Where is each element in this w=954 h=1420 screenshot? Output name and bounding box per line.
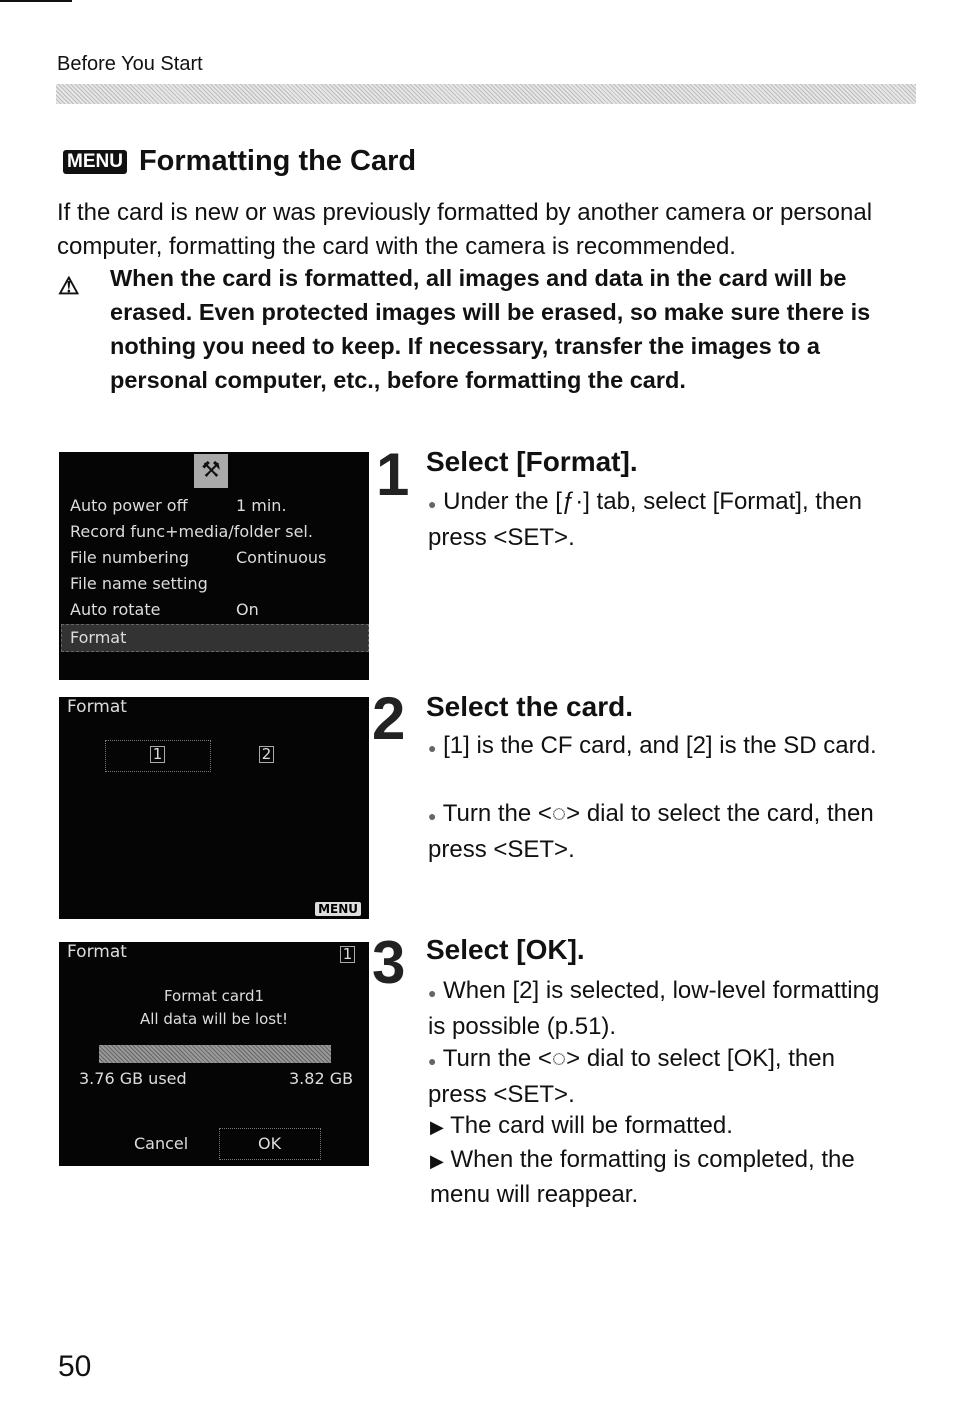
result-text: The card will be formatted. <box>450 1112 733 1139</box>
menu-row-record-func[interactable]: Record func+media/folder sel. <box>70 522 313 541</box>
step-number: 1 <box>376 441 410 508</box>
header-band <box>56 84 916 104</box>
step-number: 2 <box>372 685 406 752</box>
step-title: Select [OK]. <box>426 934 585 965</box>
menu-value: 1 min. <box>236 496 287 515</box>
ok-button[interactable]: OK <box>258 1134 282 1153</box>
top-rule <box>0 0 72 2</box>
screen-title: Format <box>67 697 127 717</box>
bullet-text: When [2] is selected, low-level formatting is possible (p.51). <box>428 977 880 1040</box>
menu-icon: MENU <box>63 150 127 174</box>
cf-card-icon: 1 <box>340 946 355 963</box>
menu-row-auto-rotate[interactable]: Auto rotate <box>70 600 161 619</box>
bullet-text: [1] is the CF card, and [2] is the SD card. <box>443 732 877 759</box>
bullet-dot-icon: ● <box>428 1053 437 1069</box>
bullet-text: Turn the <◌> dial to select [OK], then press <SET>. <box>428 1045 835 1108</box>
step-bullet <box>428 797 912 867</box>
intro-paragraph: If the card is new or was previously formatted by another camera or personal computer, formatting the card with the camera is recommended. <box>57 199 873 260</box>
menu-row-file-name[interactable]: File name setting <box>70 574 208 593</box>
menu-back-icon[interactable]: MENU <box>315 902 361 916</box>
step-bullet <box>428 729 912 765</box>
menu-value: On <box>236 600 259 619</box>
result-item <box>430 1109 900 1144</box>
result-item <box>430 1143 900 1212</box>
screen-format-confirm <box>59 942 369 1166</box>
result-text: When the formatting is completed, the menu will reappear. <box>430 1146 855 1208</box>
total-space: 3.82 GB <box>289 1069 354 1088</box>
format-message: Format card1 <box>163 987 265 1005</box>
caution-icon: ⚠ <box>58 273 80 300</box>
step-title: Select [Format]. <box>426 446 638 477</box>
bullet-dot-icon: ● <box>428 985 437 1001</box>
menu-row-auto-power-off[interactable]: Auto power off <box>70 496 188 515</box>
result-arrow-icon: ▶ <box>430 1151 444 1171</box>
used-space: 3.76 GB used <box>79 1069 187 1088</box>
warning-paragraph: When the card is formatted, all images and data in the card will be erased. Even protected images will be erased, so make sure there is nothing you need to keep. If necessary, transfer the images to a personal computer, etc., before formatting the card. <box>110 265 871 393</box>
page-number: 50 <box>58 1350 92 1383</box>
usage-bar <box>99 1045 331 1063</box>
screen-select-card <box>59 697 369 919</box>
cf-card-icon[interactable]: 1 <box>150 746 165 763</box>
bullet-dot-icon: ● <box>428 496 437 512</box>
menu-value: Continuous <box>236 548 327 567</box>
menu-row-file-numbering[interactable]: File numbering <box>70 548 190 567</box>
screen-title: Format <box>67 942 127 962</box>
step-number: 3 <box>372 929 406 996</box>
screen-format-menu <box>59 452 369 680</box>
section-title-text: Formatting the Card <box>138 145 417 177</box>
step-title: Select the card. <box>426 691 633 722</box>
step-bullet <box>428 1042 898 1112</box>
wrench-tab-icon: ⚒ <box>194 454 228 488</box>
cancel-button[interactable]: Cancel <box>134 1134 189 1153</box>
bullet-text: Turn the <◌> dial to select the card, then press <SET>. <box>428 800 874 863</box>
bullet-text: Under the [ƒ·] tab, select [Format], then press <SET>. <box>428 488 863 551</box>
result-arrow-icon: ▶ <box>430 1117 444 1137</box>
running-header: Before You Start <box>57 53 203 75</box>
menu-row-format[interactable]: Format <box>70 628 127 647</box>
bullet-dot-icon: ● <box>428 808 437 824</box>
sd-card-icon[interactable]: 2 <box>259 746 274 763</box>
section-title <box>63 145 416 178</box>
bullet-dot-icon: ● <box>428 740 437 756</box>
data-lost-message: All data will be lost! <box>139 1010 289 1028</box>
step-bullet <box>428 485 908 555</box>
step-bullet <box>428 974 898 1044</box>
